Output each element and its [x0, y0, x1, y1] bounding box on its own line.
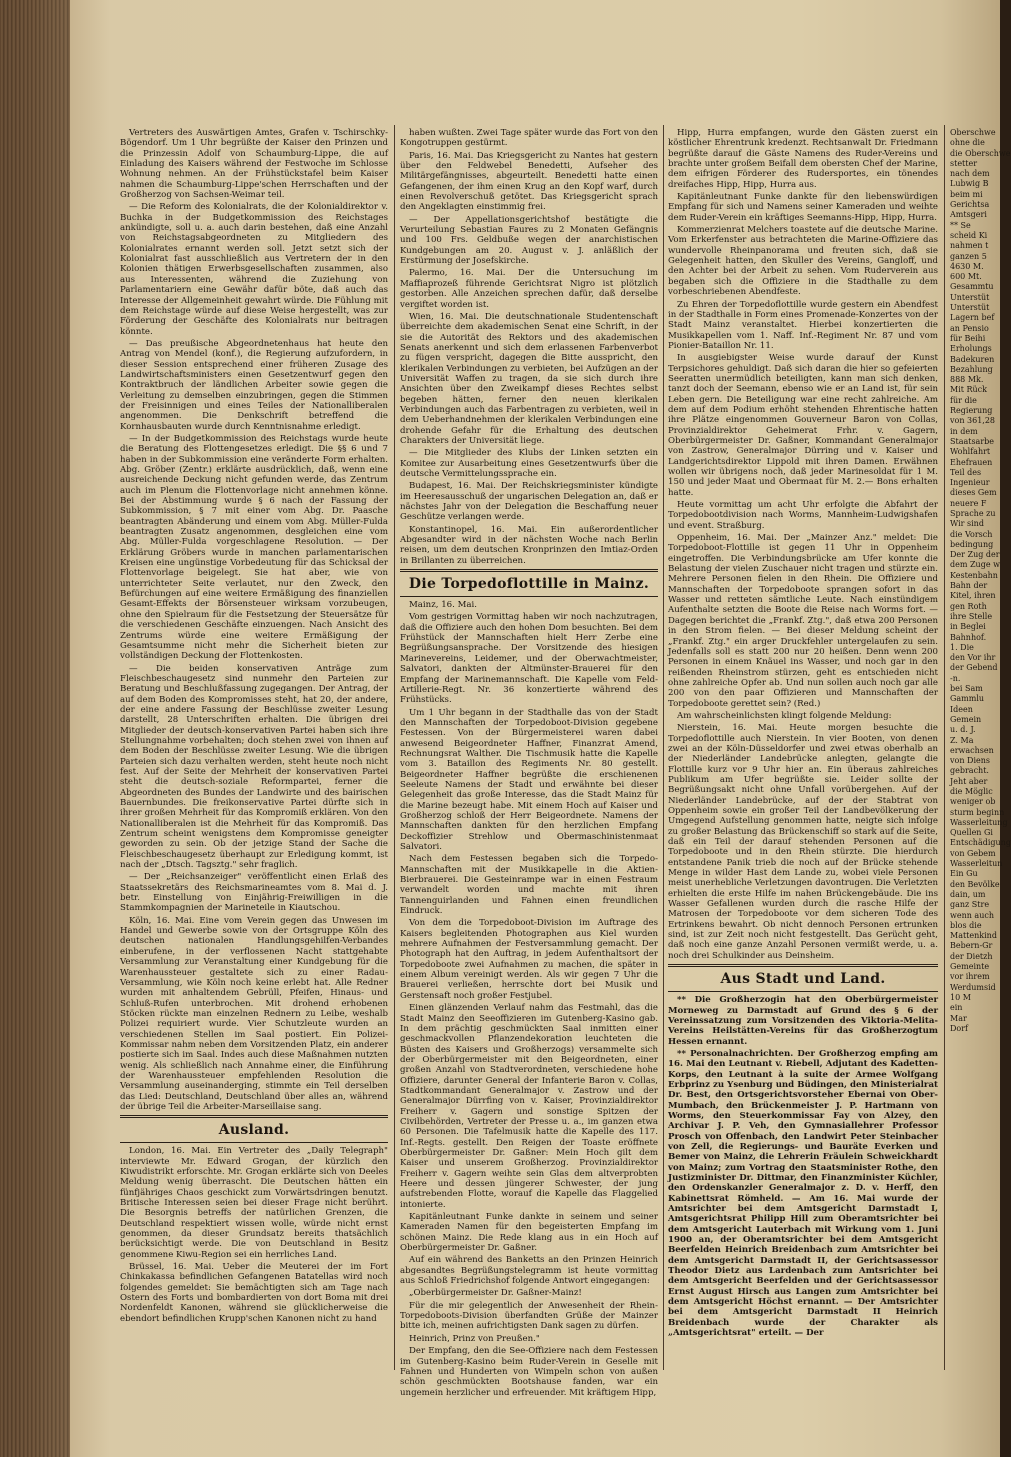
cropped-line-fragment: ohne die — [950, 138, 985, 148]
cropped-line-fragment: Dorf — [950, 1023, 969, 1033]
cropped-line-fragment: Bahn der — [950, 581, 988, 591]
cropped-line-fragment: für die — [950, 395, 977, 405]
ausland-articles — [120, 1146, 388, 1324]
heading-aus-stadt-und-land: Aus Stadt und Land. — [720, 971, 886, 988]
article-paragraph: „Oberbürgermeister Dr. Gaßner-Mainz! — [409, 1288, 582, 1299]
section-rule — [400, 596, 658, 597]
cropped-line-fragment: u. d. J. — [950, 725, 976, 735]
article-paragraph: Palermo, 16. Mai. Der die Untersuchung im Maffiaprozeß führende Gerichtsrat Nigro ist plötzlich gestorben. Alle Anzeichen sprechen dafür, daß derselbe vergiftet worden ist. — [400, 268, 658, 310]
column-divider — [944, 125, 945, 1370]
cropped-line-fragment: ganz Stre — [950, 900, 990, 910]
cropped-line-fragment: Ideen — [950, 704, 973, 714]
cropped-line-fragment: den Bevölke — [950, 879, 1000, 889]
cropped-line-fragment: Jeht aber — [950, 776, 988, 786]
article-paragraph: Heute vormittag um acht Uhr erfolgte die Abfahrt der Torpedobootdivision nach Worms, Mannheim-Ludwigshafen und event. Straßburg. — [668, 500, 938, 531]
cropped-line-fragment: Bahnhof. — [950, 632, 987, 642]
book-gutter — [0, 0, 70, 1457]
column-3 — [668, 128, 938, 1368]
cropped-line-fragment: Gerichtsa — [950, 200, 990, 210]
cropped-line-fragment: in Beglei — [950, 622, 986, 632]
article-paragraph: Heinrich, Prinz von Preußen." — [409, 1333, 540, 1344]
article-paragraph: Kapitänleutnant Funke dankte für den liebenswürdigen Empfang für sich und Namens seiner Kameraden und weihte dem Ruder-Verein ein kräftiges Seemanns-Hipp, Hipp, Hurra. — [668, 192, 938, 223]
cropped-line-fragment: wenn auch — [950, 910, 994, 920]
cropped-line-fragment: Entschädigung — [950, 838, 1011, 848]
cropped-line-fragment: scheid Ki — [950, 230, 988, 240]
article-paragraph: London, 16. Mai. Ein Vertreter des „Daily Telegraph" interviewte Mr. Edward Grogan, der kürzlich den Kiwudistrikt erforschte. Mr. Grogan erklärte sich von Deeles Meldung wenig überrascht. Die Deutschen hätten ein fünfjähriges Chaos geschickt zum Vorwärtsdringen benutzt. Britische Interessen seien bei dieser Frage nicht berührt. Die Besorgnis betreffs der natürlichen Grenzen, die Deutschland respektiert wissen wolle, würde nicht ernst genommen, da dieser Grundsatz bereits thatsächlich berücksichtigt werde. Die von Deutschland in Besitz genommene Kiwu-Region sei ein herrliches Land. — [120, 1146, 388, 1260]
torpedo-articles — [400, 600, 658, 1398]
article-paragraph: Oppenheim, 16. Mai. Der „Mainzer Anz." meldet: Die Torpedoboot-Flottille ist gegen 11 Uhr in Oppenheim eingetroffen. Die Verbindungsbrücke am Ufer konnte die Belastung der vielen Zuschauer nicht tragen und stürzte ein. Mehrere Personen fielen in den Rhein. Die Offiziere und Mannschaften der Torpedoboote sprangen sofort in das Wasser und retteten sämtliche Leute. Nach einstündigem Aufenthalte setzten die Boote die Reise nach Worms fort. — Dagegen berichtet die „Frankf. Ztg.", daß etwa 200 Personen in den Strom fielen. — Bei dieser Meldung scheint der „Frankf. Ztg." ein arger Druckfehler untergelaufen zu sein. Jedenfalls soll es statt 200 nur 20 heißen. Denn wenn 200 Personen in einem Knäuel ins Wasser, und noch gar in den reißenden Rheinstrom stürzen, geht es entschieden nicht ohne zahlreiche Opfer ab. Und nun sollen auch noch gar alle 200 von den paar Offizieren und Mannschaften der Torpedoboote gerettet sein? (Red.) — [668, 533, 938, 709]
article-paragraph: Brüssel, 16. Mai. Ueber die Meuterei der im Fort Chinkakassa befindlichen Gefangenen Batatellas wird noch folgendes gemeldet: Sie bemächtigten sich am Tage nach Ostern des Forts und bombardierten von dort Boma mit drei Nordenfeldt Kanonen, während sie glücklicherweise die ebendort befindlichen Krupp'schen Kanonen nicht zu hand — [120, 1262, 388, 1324]
column-4-cropped — [950, 128, 1011, 1368]
article-paragraph: Kapitänleutnant Funke dankte in seinem und seiner Kameraden Namen für den begeisterten Empfang im schönen Mainz. Die Rede klang aus in ein Hoch auf Oberbürgermeister Dr. Gaßner. — [400, 1212, 658, 1254]
article-paragraph: Auf ein während des Banketts an den Prinzen Heinrich abgesandtes Begrüßungstelegramm ist heute vormittag aus Schloß Friedrichshof folgende Antwort eingegangen: — [400, 1255, 658, 1287]
section-rule — [120, 1142, 388, 1143]
cropped-line-fragment: in dem — [950, 426, 978, 436]
article-paragraph: Nierstein, 16. Mai. Heute morgen besuchte die Torpedoflottille auch Nierstein. In vier Booten, von denen zwei an der Köln-Düsseldorfer und zwei etwas oberhalb an der Niederländer Landebrücke anlegten, gelangte die Flottille kurz vor 9 Uhr hier an. Ein überaus zahlreiches Publikum am Ufer begrüßte sie. Leider sollte der Begrüßungsakt nicht ohne Unfall vorübergehen. Auf der Niederländer Landebrücke, auf der der Stabtrat von Oppenheim sowie ein großer Teil der Landbevölkerung der Umgegend Aufstellung genommen hatte, neigte sich infolge zu großer Belastung das Brückenschiff so stark auf die Seite, daß ein Teil der darauf stehenden Personen auf die Torpedoboote und in den Rhein stürzte. Die hierdurch entstandene Panik trieb die noch auf der Brücke stehende Menge in wilder Hast dem Lande zu, wobei viele Personen meist unerhebliche Verletzungen davontrugen. Die Verletzten erhielten die erste Hilfe im nahen Brückengebäude. Die ins Wasser Gefallenen wurden durch die rasche Hilfe der Matrosen der Torpedoboote vor dem sicheren Tode des Ertrinkens bewahrt. Ob nicht dennoch Personen ertrunken sind, ist zur Zeit noch nicht festgestellt. Das Gerücht geht, daß noch eine ganze Anzahl Personen vermißt werde, u. a. noch drei Schulkinder aus Deinsheim. — [668, 723, 938, 961]
section-rule — [668, 991, 938, 992]
article-paragraph: Um 1 Uhr begann in der Stadthalle das von der Stadt den Mannschaften der Torpedoboot-Division gegebene Festessen. Von der Bürgermeisterei waren dabei anwesend Beigeordneter Haffner, Finanzrat Amend, Rechnungsrat Walther. Die Tischmusik hatte die Kapelle vom 3. Bataillon des Regiments Nr. 80 gestellt. Beigeordneter Haffner begrüßte die erschienenen Seeleute Namens der Stadt und erwähnte bei dieser Gelegenheit das große Interesse, das die Stadt Mainz für die Marine bezeugt habe. Mit einem Hoch auf Kaiser und Großherzog schloß der Herr Beigeordnete. Namens der Mannschaften dankten für den herzlichen Empfang Deckoffizier Strehlow und Obermaschinistenmaat Salvatori. — [400, 707, 658, 852]
cropped-line-fragment: bei Sam — [950, 684, 983, 694]
cropped-line-fragment: Gemein — [950, 714, 982, 724]
article-paragraph: Konstantinopel, 16. Mai. Ein außerordentlicher Abgesandter wird in der nächsten Woche nach Berlin reisen, um dem deutschen Kronprinzen den Imtiaz-Orden in Brillanten zu überreichen. — [400, 524, 658, 566]
cropped-line-fragment: Mit Rück — [950, 385, 988, 395]
article-paragraph: Zu Ehren der Torpedoflottille wurde gestern ein Abendfest in der Stadthalle in Form eines Promenade-Konzertes von der Stadt Mainz veranstaltet. Hierbei konzertierten die Musikkapellen vom 1. Naff. Inf.-Regiment Nr. 87 und vom Pionier-Bataillon Nr. 11. — [668, 299, 938, 351]
heading-torpedoflottille: Die Torpedoflottille in Mainz. — [408, 576, 650, 593]
cropped-line-fragment: Unterstüt — [950, 292, 990, 302]
article-paragraph: Hipp, Hurra empfangen, wurde den Gästen zuerst ein köstlicher Ehrentrunk kredenzt. Rechtsanwalt Dr. Friedmann begrüßte darauf die Gäste Namens des Ruder-Vereins und brachte unter großem Beifall dem obersten Chef der Marine, dem eifrigen Förderer des Rudersportes, ein tönendes dreifaches Hipp, Hipp, Hurra aus. — [668, 128, 938, 190]
cropped-line-fragment: Mattenkind — [950, 931, 997, 941]
cropped-line-fragment: ** Se — [950, 220, 971, 230]
cropped-line-fragment: stetter — [950, 158, 978, 168]
cropped-line-fragment: dain, um — [950, 889, 986, 899]
cropped-line-fragment: neuere F — [950, 498, 987, 508]
cropped-line-fragment: 4630 M. — [950, 261, 984, 271]
section-rule — [120, 1115, 388, 1118]
cropped-line-fragment: gebracht. — [950, 766, 989, 776]
article-paragraph: Kommerzienrat Melchers toastete auf die deutsche Marine. Vom Erkerfenster aus betrachteten die Marine-Offiziere das wundervolle Rheinpanorama und freuten sich, daß sie Gelegenheit hatten, den Skuller des Vereins, Gangloff, und den Achter bei der Arbeit zu sehen. Vom Ruderverein aus begaben sich die Offiziere in die Stadthalle zu dem vorbeschriebenen Abendfeste. — [668, 225, 938, 298]
column-divider — [394, 125, 395, 1370]
cropped-line-fragment: beim mi — [950, 189, 983, 199]
cropped-line-fragment: nahmen t — [950, 241, 989, 251]
article-paragraph: ** Die Großherzogin hat den Oberbürgermeister Morneweg zu Darmstadt auf Grund des § 6 der Vereinssatzung zum Vorsitzenden des Viktoria-Melita-Vereins Heilstätten-Vereins für das Großherzogtum Hessen ernannt. — [668, 995, 938, 1047]
article-paragraph: Am wahrscheinlichsten klingt folgende Meldung: — [677, 710, 892, 721]
cropped-line-fragment: nach dem — [950, 169, 990, 179]
cropped-line-fragment: Regierung — [950, 406, 993, 416]
cropped-line-fragment: für Beihi — [950, 333, 986, 343]
cropped-line-fragment: weniger ob — [950, 797, 996, 807]
column-2 — [400, 128, 658, 1398]
section-rule — [400, 569, 658, 572]
cropped-line-fragment: von Gebem — [950, 848, 996, 858]
cropped-line-fragment: Ehefrauen — [950, 457, 993, 467]
cropped-line-fragment: ganzen 5 — [950, 251, 987, 261]
stadt-articles — [668, 995, 938, 1338]
cropped-line-fragment: Oberschwe — [950, 128, 996, 137]
article-paragraph: Nach dem Festessen begaben sich die Torpedo-Mannschaften mit der Musikkapelle in die Aktien-Bierbrauerei. Die Gesteinrampe war in einen Festraum verwandelt worden und machte mit ihren Tannenguirlanden und Fahnen einen freundlichen Eindruck. — [400, 854, 658, 917]
article-paragraph: haben wußten. Zwei Tage später wurde das Fort von den Kongotruppen gestürmt. — [400, 128, 658, 149]
cropped-line-fragment: blos die — [950, 920, 982, 930]
cropped-line-fragment: der Gebend — [950, 663, 998, 673]
cropped-line-fragment: 888 Mk. — [950, 375, 984, 385]
article-paragraph: Budapest, 16. Mai. Der Reichskriegsminister kündigte im Heeresausschuß der ungarischen Delegation an, daß er nächstes Jahr von der Delegation die Beschaffung neuer Geschütze verlangen werde. — [400, 481, 658, 523]
cropped-line-fragment: an Pensio — [950, 323, 989, 333]
cropped-line-fragment: Gammlu — [950, 694, 985, 704]
article-paragraph: — In der Budgetkommission des Reichstags wurde heute die Beratung des Flottengesetzes erledigt. Die §§ 6 und 7 haben in der Subkommission eine veränderte Form erhalten. Abg. Gröber (Zentr.) erklärte ausdrücklich, daß, wenn eine ausreichende Deckung nicht gefunden werde, das Zentrum auch im Plenum die Flottenvorlage nicht annehmen könne. Bei der Abstimmung wurde § 6 nach der Fassung der Subkommission, § 7 mit einer vom Abg. Dr. Paasche beantragten Abänderung und einem vom Abg. Müller-Fulda beantragten Zusatz angenommen, desgleichen eine vom Abg. Müller-Fulda vorgeschlagene Resolution. — Der Erklärung Gröbers wurde in manchen parlamentarischen Kreisen eine ungünstige Vorbedeutung für das Schicksal der Flottenvorlage beigelegt. Sie hat aber, wie von unterrichteter Seite verlautet, nur den Zweck, den Befürchungen auf eine weitere Ermäßigung des finanziellen Gesamt-Effekts der Börsensteuer wirksam vorzubeugen, ohne den Spielraum für die Festsetzung der Steuersätze für die verschiedenen Geschäfte einzuengen. Nach Ansicht des Zentrums würde eine weitere Ermäßigung der Gesamtsumme nicht mehr die Sicherheit bieten zur vollständigen Deckung der Flottenkosten. — [120, 433, 388, 662]
heading-ausland: Ausland. — [218, 1122, 290, 1139]
cropped-line-fragment: von Diens — [950, 756, 990, 766]
cropped-line-fragment: dieses Gem — [950, 488, 997, 498]
article-paragraph: ** Personalnachrichten. Der Großherzog empfing am 16. Mai den Leutnant v. Riebell, Adjutant des Kadetten-Korps, den Leutnant à la suite der Armee Wolfgang Erbprinz zu Ysenburg und Büdingen, den Ministerialrat Dr. Best, den Ortsgerichtsvorsteher Ebernai von Ober-Mumbach, den Brückenmeister J. P. Hartmann von Worms, den Steuerkommissar Fay von Alzey, den Archivar J. P. Veh, den Gymnasiallehrer Professor Prosch von Offenbach, den Landwirt Peter Steinbacher von Zell, die Regierungs- und Bauräte Everken und Bemer von Mainz, die Lehrerin Fräulein Schweickhardt von Mainz; zum Vortrag den Staatsminister Rothe, den Justizminister Dr. Dittmar, den Finanzminister Küchler, den Ordenskanzler Generalmajor z. D. v. Herff, den Kabinettsrat Römheld. — Am 16. Mai wurde der Amtsrichter bei dem Amtsgericht Darmstadt I, Amtsgerichtsrat Philipp Hill zum Oberamtsrichter bei dem Amtsgericht Lauterbach mit Wirkung vom 1. Juni 1900 an, der Oberamtsrichter bei dem Amtsgericht Beerfelden Heinrich Breidenbach zum Amtsrichter bei dem Amtsgericht Darmstadt II, der Gerichtsassessor Theodor Dietz aus Lardenbach zum Amtsrichter bei dem Amtsgericht Beerfelden und der Gerichtsassessor Ernst August Hirsch aus Langen zum Amtsrichter bei dem Amtsgericht Höchst ernannt. — Der Amtsrichter bei dem Amtsgericht Darmstadt II Heinrich Breidenbach wurde der Charakter als „Amtsgerichtsrat" erteilt. — Der — [668, 1048, 938, 1339]
cropped-line-fragment: Badekuren — [950, 354, 995, 364]
col3-articles — [668, 128, 938, 961]
cropped-line-fragment: 1. Die — [950, 642, 974, 652]
article-paragraph: Für die mir gelegentlich der Anwesenheit der Rhein-Torpedoboots-Division überfandten Grüße der Mainzer bitte ich, meinen aufrichtigsten Dank sagen zu dürfen. — [400, 1300, 658, 1332]
cropped-line-fragment: 600 Mt. — [950, 272, 982, 282]
cropped-line-fragment: sturm beginn — [950, 807, 1005, 817]
cropped-line-fragment: den Vor ihr — [950, 653, 996, 663]
cropped-line-fragment: Gemeinte — [950, 962, 990, 972]
cropped-line-fragment: Amtsgeri — [950, 210, 987, 220]
cropped-line-fragment: Erholungs — [950, 344, 992, 354]
cropped-line-fragment: Sprache zu — [950, 508, 996, 518]
article-paragraph: Köln, 16. Mai. Eine vom Verein gegen das Unwesen im Handel und Gewerbe sowie von der Ortsgruppe Köln des deutschen nationalen Handlungsgehilfen-Verbandes einberufene, in der verflossenen Nacht stattgehabte Versammlung zur Veranstaltung einer Kundgebung für die Warenhaussteuer gestaltete sich zu einer Radau-Versammlung, wie Köln noch keine erlebt hat. Alle Redner wurden mit anhaltendem Gebrüll, Pfeifen, Hinaus- und Schluß-Rufen unterbrochen. Mit drohend erhobenen Stöcken rückte man einzelnen Rednern zu Leibe, weshalb Polizei requiriert wurde. Vier Schutzleute wurden an verschiedenen Stellen im Saal postiert. Ein Polizei-Kommissar nahm neben dem Vorsitzenden Platz, ein anderer postierte sich im Saal. Indes auch diese Maßnahmen nutzten wenig. Als schließlich nach Annahme einer, die Einführung der Warenhaussteuer empfehlenden Resolution die Versammlung auseinanderging, stimmte ein Teil derselben das Lied: Deutschland, Deutschland über alles an, während der übrige Teil die Arbeiter-Marseillaise sang. — [120, 915, 388, 1112]
cropped-line-fragment: 10 M — [950, 992, 971, 1002]
cropped-line-fragment: Mar — [950, 1013, 967, 1023]
cropped-line-fragment: Z. Ma — [950, 735, 974, 745]
article-paragraph: Paris, 16. Mai. Das Kriegsgericht zu Nantes hat gestern über den Feldwebel Benedetti, Aufseher des Militärgefängnisses, abgeurteilt. Benedetti hatte einen Gefangenen, der ihm einen Krug an den Kopf warf, durch einen Revolverschuß getötet. Das Kriegsgericht sprach den Angeklagten einstimmig frei. — [400, 150, 658, 213]
cropped-line-fragment: Werdumsid — [950, 982, 996, 992]
cropped-line-fragment: die Möglic — [950, 787, 993, 796]
article-paragraph: — Die Mitglieder des Klubs der Linken setzten ein Komitee zur Ausarbeitung eines Gesetzentwurfs über die deutsche Vermittelungssprache ein. — [400, 448, 658, 479]
col2-articles — [400, 128, 658, 566]
cropped-line-fragment: erwachsen — [950, 745, 994, 755]
cropped-line-fragment: dem Zuge w — [950, 560, 1000, 570]
cropped-line-fragment: Bezahlung — [950, 364, 993, 374]
article-paragraph: Von dem die Torpedoboot-Division im Auftrage des Kaisers begleitenden Photographen aus Kiel wurden mehrere Aufnahmen der Festversammlung gemacht. Der Photograph hat den Auftrag, in jedem Aufenthaltsort der Torpedoboote zwei Aufnahmen zu machen, die später in einem Album vereinigt werden. Als wir gegen 7 Uhr die Brauerei verließen, herrschte dort bei Musik und Gerstensaft noch großer Festjubel. — [400, 918, 658, 1001]
cropped-line-fragment: Kitel, ihren — [950, 591, 996, 601]
cropped-line-fragment: Wir sind — [950, 519, 984, 529]
cropped-line-fragment: Wasserleitung — [950, 817, 1008, 827]
cropped-line-fragment: vor ihrem — [950, 972, 990, 982]
cropped-line-fragment: bedingung — [950, 539, 994, 549]
cropped-line-fragment: Kestenbahn — [950, 570, 998, 580]
cropped-line-fragment: der Dietzh — [950, 951, 993, 961]
column-1 — [120, 128, 388, 1368]
cropped-line-fragment: Wasserleitun — [950, 859, 1003, 869]
section-rule — [668, 964, 938, 967]
cropped-line-fragment: gen Roth — [950, 601, 987, 611]
cropped-line-fragment: Gesammtu — [950, 282, 994, 292]
cropped-line-fragment: Quellen Gi — [950, 828, 993, 838]
cropped-line-fragment: Wohlfahrt — [950, 447, 991, 457]
article-paragraph: — Der „Reichsanzeiger" veröffentlicht einen Erlaß des Staatssekretärs des Reichsmarineamtes vom 8. Mai d. J. betr. Einstellung von Einjährig-Freiwilligen in die Stammkompagnien der Marineteile in Kiautschou. — [120, 872, 388, 914]
cropped-line-fragment: Bebern-Gr — [950, 941, 993, 951]
article-paragraph: Vom gestrigen Vormittag haben wir noch nachzutragen, daß die Offiziere auch den hohen Dom besuchten. Bei dem Frühstück der Mannschaften hielt Herr Zerbe eine Begrüßungsansprache. Der Vorsitzende des hiesigen Marinevereins, Leidemer, und der Oberwachtmeister, Salvatori, dankten der Altmünster-Brauerei für den Empfang der Marinemannschaft. Die Kapelle vom Feld-Artillerie-Regt. Nr. 36 konzertierte während des Frühstücks. — [400, 612, 658, 706]
article-paragraph: In ausgiebigster Weise wurde darauf der Kunst Terpsichores gehuldigt. Daß sich daran die hier so gefeierten Seeratten unermüdlich beteiligten, kann man sich denken, tanzt doch der Seemann, ebenso wie er an Land ist, für sein Leben gern. Die Beteiligung war eine recht zahlreiche. Am dem auf dem Podium erhöht stehenden Ehrentische hatten ihre Plätze eingenommen Gouverneur Baron von Collas, Provinzialdirektor Geheimerat Frhr. v. Gagern, Oberbürgermeister Dr. Gaßner, Kommandant Generalmajor von Zastrow, Generalmajor Dürring und v. Kaiser und Landgerichtsdirektor Lippold mit ihren Damen. Erwähnen wollen wir übrigens noch, daß jeder Marinesoldat für 1 M. 150 und jeder Maat und Obermaat für M. 2.— Bons erhalten hatte. — [668, 353, 938, 498]
article-paragraph: Wien, 16. Mai. Die deutschnationale Studentenschaft überreichte dem akademischen Senat eine Schrift, in der sie die Autorität des Rektors und des akademischen Senats anerkennt und sich dem erlassenen Farbenverbot zu fügen verspricht, dagegen die Bitte ausspricht, den klerikalen Verbindungen zu verbieten, bei Aufzügen an der Universität Waffen zu tragen, da sie sich durch ihre Ansichten über den Zweikampf dieses Rechtes selbst begeben hätten, ferner den neuen klerikalen Verbindungen auch das Farbentragen zu verbieten, weil in dem Ueberhandnehmen der klerikalen Verbindungen eine drohende Gefahr für die Erhaltung des deutschen Charakters der Universität liege. — [400, 311, 658, 446]
article-paragraph: — Der Appellationsgerichtshof bestätigte die Verurteilung Sebastian Faures zu 2 Monaten Gefängnis und 100 Frs. Geldbuße wegen der anarchistischen Kundgebungen am 20. August v. J. anläßlich der Erstürmung der Josefskirche. — [400, 214, 658, 267]
cropped-line-fragment: die Oberschwe — [950, 148, 1011, 158]
article-paragraph: — Die Reform des Kolonialrats, die der Kolonialdirektor v. Buchka in der Budgetkommission des Reichstages ankündigte, soll u. a. auch darin bestehen, daß eine Anzahl von Reichstagsabgeordneten zu Mitgliedern des Kolonialrates ernannt werden soll. Jetzt setzt sich der Kolonialrat fast ausschließlich aus Vertretern der in den Kolonien thätigen Erwerbsgesellschaften zusammen, also aus Interessenten, während die Zuziehung von Parlamentariern eine Gewähr dafür böte, daß auch das Interesse der Allgemeinheit gewahrt würde. Die Fühlung mit dem Reichstage würde auf diese Weise hergestellt, was zur Förderung der Geschäfte des Kolonialrats nur beitragen könnte. — [120, 202, 388, 337]
cropped-line-fragment: Staatsarbe — [950, 436, 995, 446]
cropped-line-fragment: ein — [950, 1003, 963, 1013]
col1-articles — [120, 128, 388, 1112]
cropped-line-fragment: Lubwig B — [950, 179, 989, 189]
cropped-line-fragment: von 361,28 — [950, 416, 996, 426]
article-paragraph: Mainz, 16. Mai. — [409, 600, 477, 611]
article-paragraph: — Die beiden konservativen Anträge zum Fleischbeschaugesetz sind nunmehr den Parteien zur Beratung und Beschlußfassung zugegangen. Der Antrag, der auf dem Boden des Kompromisses steht, hat 20, der andere, der eine andere Fassung der Beschlüsse zweiter Lesung darstellt, 28 Unterschriften erhalten. Die übrigen drei Mitglieder der deutsch-konservativen Partei haben sich ihre Stellungnahme vorbehalten; doch stehen zwei von ihnen auf dem Boden der Beschlüsse zweiter Lesung. Wie die übrigen Parteien sich dazu verhalten werden, steht heute noch nicht fest. Auf der Seite der Mehrheit der konservativen Partei steht die deutsch-soziale Reformpartei, ferner die Abgeordneten des Bundes der Landwirte und des bairischen Bauernbundes. Die freikonservative Partei dürfte sich in ihrer großen Mehrheit für das Kompromiß erklären. Von den Nationalliberalen ist die Mehrheit für das Kompromiß. Das Zentrum scheint wenigstens dem Kompromisse geneigter geworden zu sein. Ob der jetzige Stand der Sache die Fleischbeschaugesetz überhaupt zur Erledigung kommt, ist nach der „Dtsch. Tagsztg." sehr fraglich. — [120, 663, 388, 871]
article-paragraph: Vertreters des Auswärtigen Amtes, Grafen v. Tschirschky-Bögendorf. Um 1 Uhr begrüßte der Kaiser den Prinzen und die Prinzessin Adolf von Schaumburg-Lippe, die auf Einladung des Kaisers während der Festwoche im Schlosse Wohnung nehmen. An der Frühstückstafel beim Kaiser nahmen die Schaumburg-Lippe'schen Herrschaften und der Großherzog von Sachsen-Weimar teil. — [120, 128, 388, 201]
cropped-line-fragment: die Vorsch — [950, 529, 993, 539]
cropped-line-fragment: ihre Stelle — [950, 611, 993, 621]
cropped-line-fragment: Lagern bef — [950, 313, 995, 323]
cropped-line-fragment: Teil des — [950, 467, 982, 477]
article-paragraph: Der Empfang, den die See-Offiziere nach dem Festessen im Gutenberg-Kasino beim Ruder-Verein in Geselle mit Fahnen und Hunderten von Wimpeln schon von außen schön geschmückten Bootshause fanden, war ein ungemein herzlicher und erfreuender. Mit kräftigem Hipp, — [400, 1346, 658, 1398]
cropped-line-fragment: Ingenieur — [950, 478, 990, 488]
article-paragraph: — Das preußische Abgeordnetenhaus hat heute den Antrag von Mendel (konf.), die Regierung aufzufordern, in dieser Session entsprechend einer früheren Zusage des Landwirtschaftsministers einen Gesetzentwurf gegen den Kontraktbruch der ländlichen Arbeiter sowie gegen die Verleitung zu demselben einzubringen, gegen die Stimmen der Freisinnigen und eines Teiles der Nationalliberalen angenommen. Die Denkschrift betreffend die Kornhausbauten wurde durch Kenntnisnahme erledigt. — [120, 338, 388, 432]
column-divider — [663, 125, 664, 1370]
cropped-line-fragment: Unterstüt — [950, 303, 990, 313]
cropped-line-fragment: Ein Gu — [950, 869, 978, 879]
article-paragraph: Einen glänzenden Verlauf nahm das Festmahl, das die Stadt Mainz den Seeoffizieren im Gutenberg-Kasino gab. In dem prächtig geschmückten Saal inmitten einer geschmackvollen Pflanzendekoration leuchteten die Büsten des Kaisers und Großherzogs) versammelte sich der Oberbürgermeister mit den Beigeordneten, einer großen Anzahl von Stadtverordneten, verschiedene hohe Offiziere, darunter General der Infanterie Baron v. Collas, Stadtkommandant Generalmajor v. Zastrow und der Generalmajor Dürrfing von v. Kaiser, Provinzialdirektor Freiherr v. Gagern und sonstige Spitzen der Civilbehörden, Vertreter der Presse u. a., im ganzen etwa 60 Personen. Die Tafelmusik hatte die Kapelle des 117. Inf.-Regts. gestellt. Den Reigen der Toaste eröffnete Oberbürgermeister Dr. Gaßner: Mein Hoch gilt dem Kaiser und unserem Großherzog. Provinzialdirektor Freiherr v. Gagern weihte sein Glas dem altverprobten Heere und dessen jüngerer Schwester, der jung aufstrebenden Flotte, worauf die Kapelle das Flaggelied intonierte. — [400, 1003, 658, 1210]
cropped-line-fragment: Der Zug der — [950, 550, 1000, 560]
cropped-line-fragment: -n. — [950, 673, 961, 683]
